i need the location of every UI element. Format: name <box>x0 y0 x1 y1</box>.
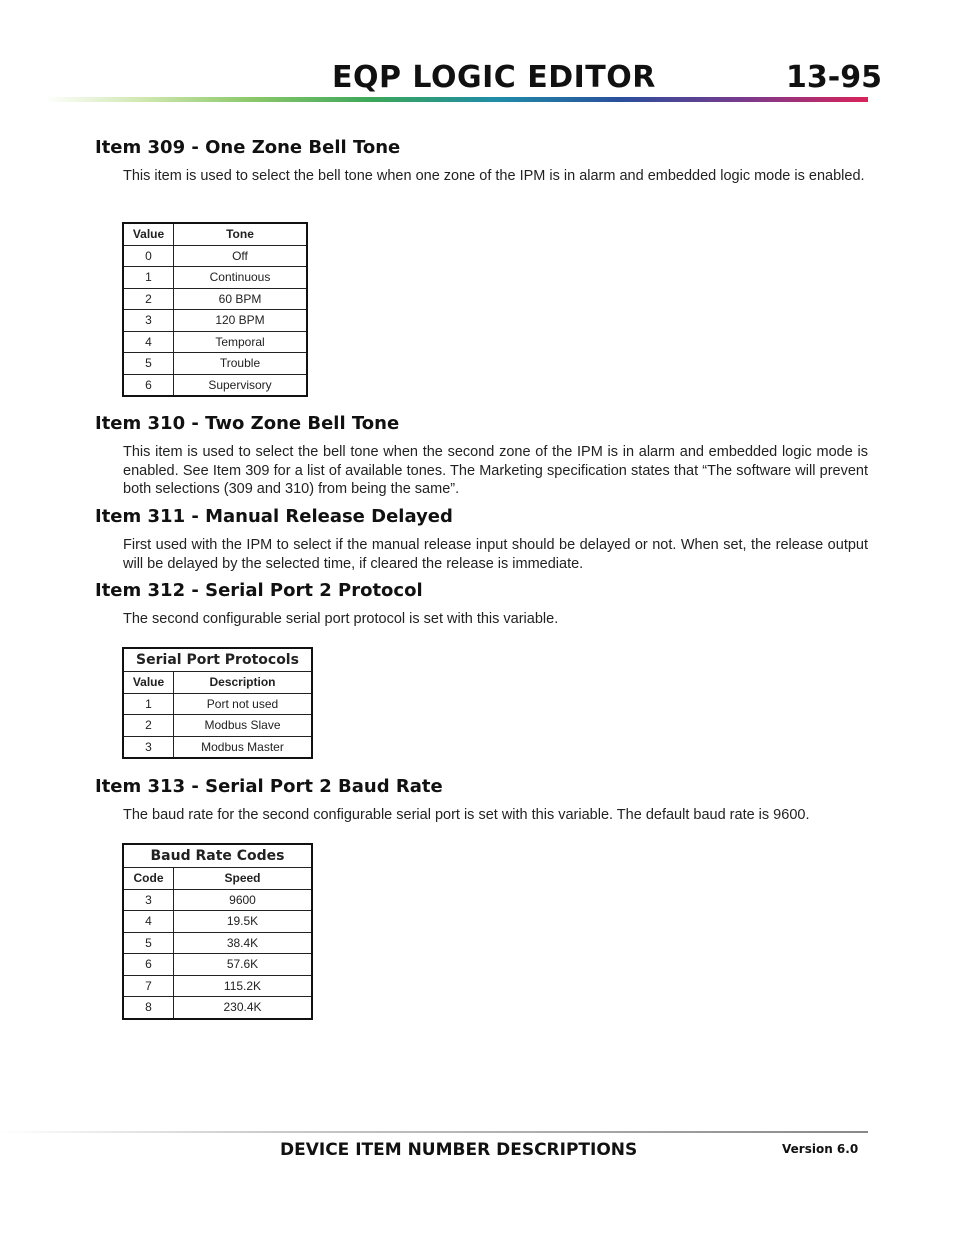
table-header-row <box>123 868 312 890</box>
table-cell: 6 <box>123 954 174 976</box>
section-text-312: The second configurable serial port protocol is set with this variable. <box>123 611 559 627</box>
section-heading-309: Item 309 - One Zone Bell Tone <box>95 137 401 158</box>
section-text-310: This item is used to select the bell tone when the second zone of the IPM is in alarm and embedded logic mode is enabled. See Item 309 for a list of available tones. The Marketing specification states that “The software will prevent both selections (309 and 310) from being the same”. <box>123 444 868 497</box>
table-row <box>123 975 312 997</box>
table-caption: Baud Rate Codes <box>123 844 312 868</box>
header-gradient-bar <box>44 97 868 102</box>
table-caption-row <box>123 648 312 672</box>
table-cell: 115.2K <box>174 975 313 997</box>
table-cell: 5 <box>123 932 174 954</box>
table-cell: Off <box>174 245 308 267</box>
column-header: Value <box>123 223 174 245</box>
table-cell: 120 BPM <box>174 310 308 332</box>
table-cell: 2 <box>123 288 174 310</box>
table-header-row <box>123 672 312 694</box>
column-header: Tone <box>174 223 308 245</box>
table-cell: 7 <box>123 975 174 997</box>
table-row <box>123 267 307 289</box>
table-cell: 57.6K <box>174 954 313 976</box>
section-text-309: This item is used to select the bell tone when one zone of the IPM is in alarm and embedded logic mode is enabled. <box>123 168 865 184</box>
table-row <box>123 310 307 332</box>
section-text-311: First used with the IPM to select if the manual release input should be delayed or not. When set, the release output will be delayed by the selected time, if cleared the release is immediate. <box>123 537 868 572</box>
table-cell: 0 <box>123 245 174 267</box>
table-row <box>123 353 307 375</box>
column-header: Description <box>174 672 313 694</box>
table-cell: 4 <box>123 911 174 933</box>
page-number: 13-95 <box>786 60 882 95</box>
table-row <box>123 736 312 758</box>
table-caption: Serial Port Protocols <box>123 648 312 672</box>
column-header: Code <box>123 868 174 890</box>
table-row <box>123 693 312 715</box>
table-cell: 6 <box>123 374 174 396</box>
footer-rule <box>0 1131 868 1133</box>
table-cell: 3 <box>123 310 174 332</box>
table-cell: Continuous <box>174 267 308 289</box>
table-cell: 19.5K <box>174 911 313 933</box>
table-cell: Modbus Master <box>174 736 313 758</box>
section-heading-310: Item 310 - Two Zone Bell Tone <box>95 413 400 434</box>
footer-section-title: DEVICE ITEM NUMBER DESCRIPTIONS <box>280 1140 638 1160</box>
table-row <box>123 245 307 267</box>
baud-rate-codes-table <box>122 843 313 1020</box>
page-title: EQP LOGIC EDITOR <box>332 60 656 95</box>
section-heading-311: Item 311 - Manual Release Delayed <box>95 506 453 527</box>
table-row <box>123 374 307 396</box>
table-cell: 4 <box>123 331 174 353</box>
table-cell: 38.4K <box>174 932 313 954</box>
table-row <box>123 911 312 933</box>
table-caption-row <box>123 844 312 868</box>
section-heading-313: Item 313 - Serial Port 2 Baud Rate <box>95 776 443 797</box>
column-header: Value <box>123 672 174 694</box>
table-row <box>123 715 312 737</box>
table-cell: Supervisory <box>174 374 308 396</box>
table-row <box>123 954 312 976</box>
table-cell: 230.4K <box>174 997 313 1019</box>
tone-table <box>122 222 308 397</box>
table-cell: 2 <box>123 715 174 737</box>
table-cell: Port not used <box>174 693 313 715</box>
table-cell: 1 <box>123 267 174 289</box>
section-heading-312: Item 312 - Serial Port 2 Protocol <box>95 580 423 601</box>
table-row <box>123 331 307 353</box>
serial-port-protocols-table <box>122 647 313 759</box>
table-cell: 5 <box>123 353 174 375</box>
table-cell: 9600 <box>174 889 313 911</box>
table-cell: Temporal <box>174 331 308 353</box>
table-cell: Modbus Slave <box>174 715 313 737</box>
table-cell: 3 <box>123 736 174 758</box>
table-row <box>123 288 307 310</box>
table-cell: 8 <box>123 997 174 1019</box>
table-header-row <box>123 223 307 245</box>
section-text-313: The baud rate for the second configurable serial port is set with this variable. The default baud rate is 9600. <box>123 807 810 823</box>
table-row <box>123 997 312 1019</box>
table-cell: Trouble <box>174 353 308 375</box>
table-row <box>123 932 312 954</box>
table-cell: 3 <box>123 889 174 911</box>
footer-version: Version 6.0 <box>782 1142 859 1156</box>
table-cell: 1 <box>123 693 174 715</box>
table-cell: 60 BPM <box>174 288 308 310</box>
table-row <box>123 889 312 911</box>
column-header: Speed <box>174 868 313 890</box>
